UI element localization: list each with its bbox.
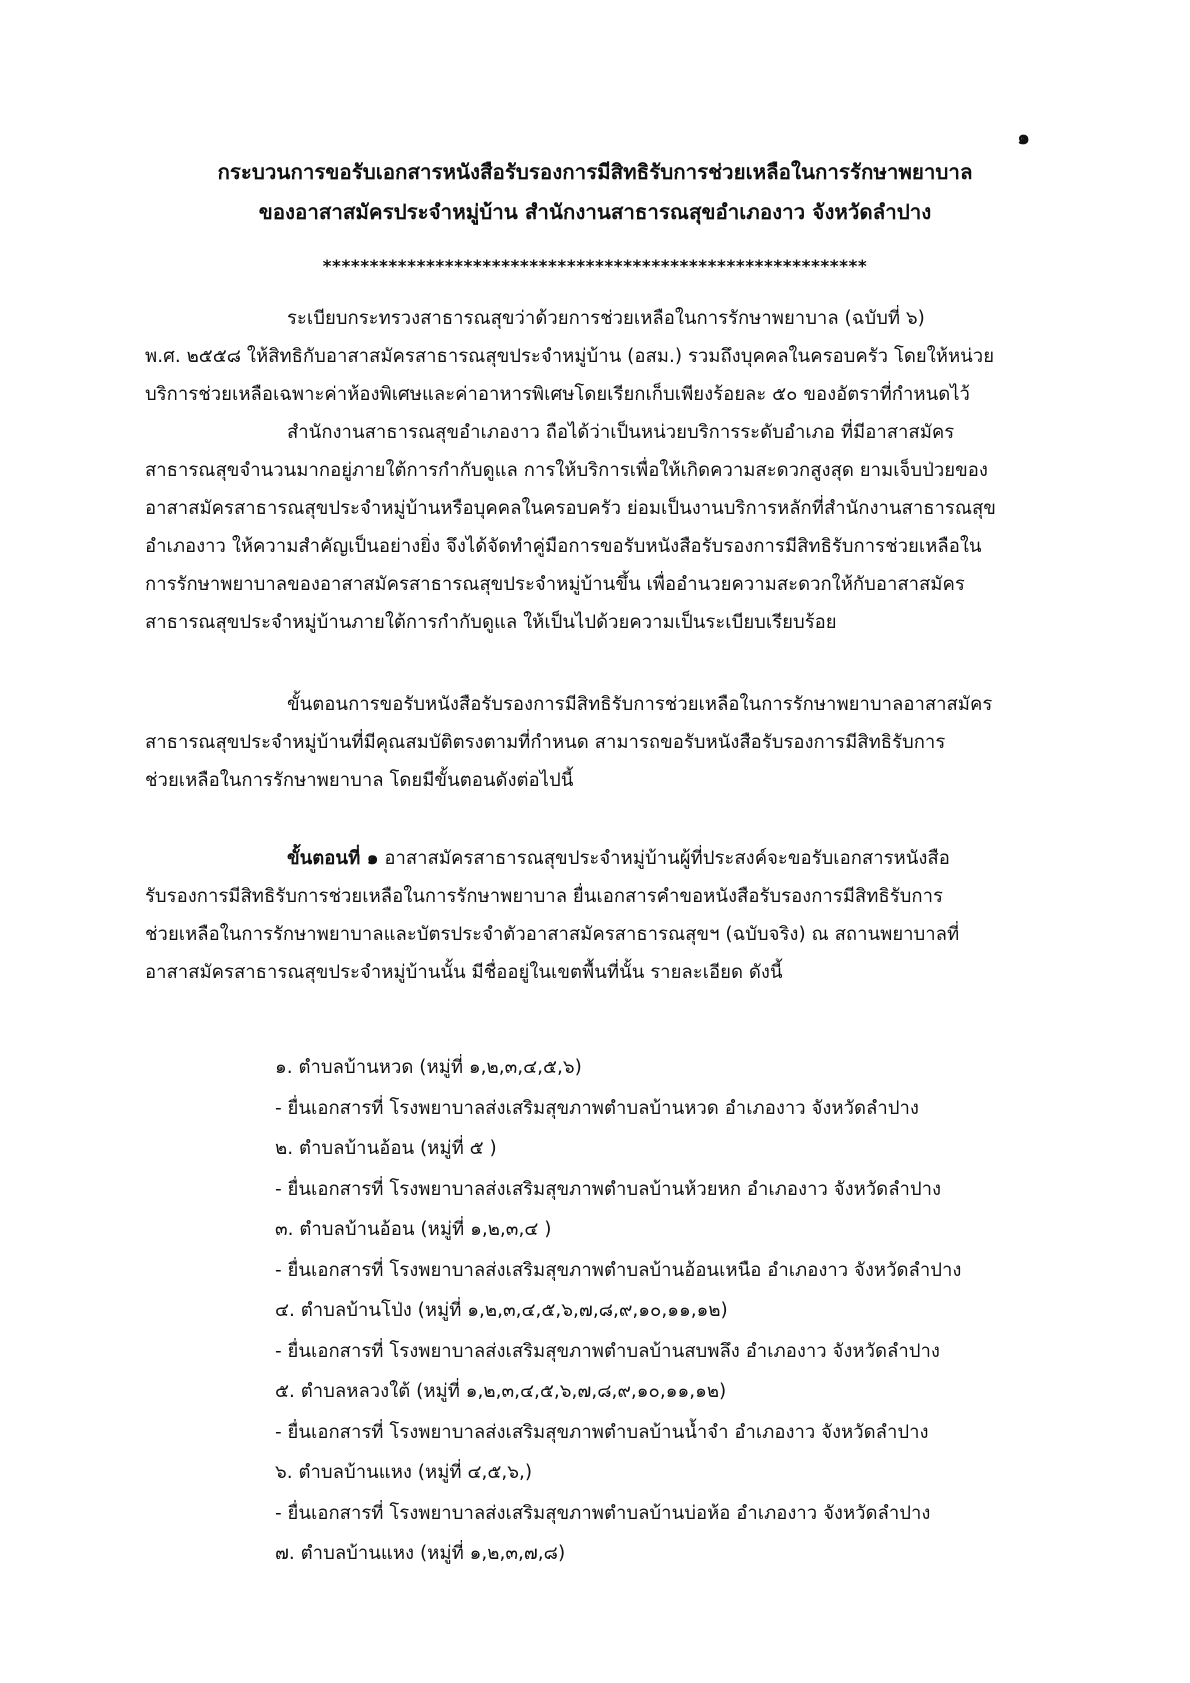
paragraph-regulation bbox=[145, 300, 1045, 414]
list-item: ๗. ตำบลบ้านแหง (หมู่ที่ ๑,๒,๓,๗,๘) bbox=[275, 1543, 566, 1564]
text-line: การรักษาพยาบาลของอาสาสมัครสาธารณสุขประจำหมู่บ้านขึ้น เพื่ออำนวยความสะดวกให้กับอาสาสมัคร bbox=[145, 574, 965, 595]
list-item: ๖. ตำบลบ้านแหง (หมู่ที่ ๔,๕,๖,) bbox=[275, 1462, 533, 1483]
list-item: ๑. ตำบลบ้านหวด (หมู่ที่ ๑,๒,๓,๔,๕,๖) bbox=[275, 1057, 582, 1078]
paragraph-procedure bbox=[145, 686, 1045, 800]
text-line: บริการช่วยเหลือเฉพาะค่าห้องพิเศษและค่าอาหารพิเศษโดยเรียกเก็บเพียงร้อยละ ๕๐ ของอัตราที่กำหนดไว้ bbox=[145, 384, 970, 405]
page-number: ๑ bbox=[1017, 125, 1030, 149]
text-line: ระเบียบกระทรวงสาธารณสุขว่าด้วยการช่วยเหลือในการรักษาพยาบาล (ฉบับที่ ๖) bbox=[287, 308, 925, 329]
text-line: ขั้นตอนการขอรับหนังสือรับรองการมีสิทธิรับการช่วยเหลือในการรักษาพยาบาลอาสาสมัคร bbox=[287, 694, 993, 715]
list-item: ๒. ตำบลบ้านอ้อน (หมู่ที่ ๕ ) bbox=[275, 1138, 497, 1159]
text-line: อำเภองาว ให้ความสำคัญเป็นอย่างยิ่ง จึงได้จัดทำคู่มือการขอรับหนังสือรับรองการมีสิทธิรับการช่วยเหลือใน bbox=[145, 536, 982, 557]
subdistrict-list bbox=[275, 1048, 1065, 1575]
title-line-1: กระบวนการขอรับเอกสารหนังสือรับรองการมีสิทธิรับการช่วยเหลือในการรักษาพยาบาล bbox=[217, 160, 973, 184]
list-item: - ยื่นเอกสารที่ โรงพยาบาลส่งเสริมสุขภาพตำบลบ้านหวด อำเภองาว จังหวัดลำปาง bbox=[275, 1097, 919, 1119]
list-item: - ยื่นเอกสารที่ โรงพยาบาลส่งเสริมสุขภาพตำบลบ้านอ้อนเหนือ อำเภองาว จังหวัดลำปาง bbox=[275, 1259, 962, 1281]
text-line: สาธารณสุขประจำหมู่บ้านที่มีคุณสมบัติตรงตามที่กำหนด สามารถขอรับหนังสือรับรองการมีสิทธิรับการ bbox=[145, 732, 946, 753]
title-line-2: ของอาสาสมัครประจำหมู่บ้าน สำนักงานสาธารณสุขอำเภองาว จังหวัดลำปาง bbox=[258, 200, 932, 224]
list-item: - ยื่นเอกสารที่ โรงพยาบาลส่งเสริมสุขภาพตำบลบ้านห้วยหก อำเภองาว จังหวัดลำปาง bbox=[275, 1178, 942, 1200]
text-line: สำนักงานสาธารณสุขอำเภองาว ถือได้ว่าเป็นหน่วยบริการระดับอำเภอ ที่มีอาสาสมัคร bbox=[287, 422, 955, 443]
step-label: ขั้นตอนที่ ๑ bbox=[287, 848, 379, 869]
text-line: พ.ศ. ๒๕๕๘ ให้สิทธิกับอาสาสมัครสาธารณสุขประจำหมู่บ้าน (อสม.) รวมถึงบุคคลในครอบครัว โดยให้หน่วย bbox=[145, 346, 995, 367]
list-item: ๓. ตำบลบ้านอ้อน (หมู่ที่ ๑,๒,๓,๔ ) bbox=[275, 1219, 552, 1240]
text-line: สาธารณสุขจำนวนมากอยู่ภายใต้การกำกับดูแล การให้บริการเพื่อให้เกิดความสะดวกสูงสุด ยามเจ็บป่วยของ bbox=[145, 460, 988, 481]
text-line: อาสาสมัครสาธารณสุขประจำหมู่บ้านนั้น มีชื่ออยู่ในเขตพื้นที่นั้น รายละเอียด ดังนี้ bbox=[145, 962, 783, 983]
step-text: อาสาสมัครสาธารณสุขประจำหมู่บ้านผู้ที่ประสงค์จะขอรับเอกสารหนังสือ bbox=[378, 848, 950, 869]
text-line: ช่วยเหลือในการรักษาพยาบาล โดยมีขั้นตอนดังต่อไปนี้ bbox=[145, 770, 574, 791]
list-item: - ยื่นเอกสารที่ โรงพยาบาลส่งเสริมสุขภาพตำบลบ้านบ่อห้อ อำเภองาว จังหวัดลำปาง bbox=[275, 1502, 931, 1524]
paragraph-office bbox=[145, 414, 1045, 642]
list-item: - ยื่นเอกสารที่ โรงพยาบาลส่งเสริมสุขภาพตำบลบ้านสบพลึง อำเภองาว จังหวัดลำปาง bbox=[275, 1340, 940, 1362]
document-title bbox=[140, 152, 1050, 232]
list-item: - ยื่นเอกสารที่ โรงพยาบาลส่งเสริมสุขภาพตำบลบ้านน้ำจำ อำเภองาว จังหวัดลำปาง bbox=[275, 1421, 929, 1443]
text-line: รับรองการมีสิทธิรับการช่วยเหลือในการรักษาพยาบาล ยื่นเอกสารคำขอหนังสือรับรองการมีสิทธิรับการ bbox=[145, 886, 943, 907]
text-line: อาสาสมัครสาธารณสุขประจำหมู่บ้านหรือบุคคลในครอบครัว ย่อมเป็นงานบริการหลักที่สำนักงานสาธารณสุข bbox=[145, 498, 996, 519]
list-item: ๕. ตำบลหลวงใต้ (หมู่ที่ ๑,๒,๓,๔,๕,๖,๗,๘,๙,๑๐,๑๑,๑๒) bbox=[275, 1381, 727, 1402]
text-line bbox=[145, 840, 1045, 878]
text-line: ช่วยเหลือในการรักษาพยาบาลและบัตรประจำตัวอาสาสมัครสาธารณสุขฯ (ฉบับจริง) ณ สถานพยาบาลที่ bbox=[145, 924, 960, 945]
separator-line: ********************************************************** bbox=[322, 257, 868, 277]
list-item: ๔. ตำบลบ้านโป่ง (หมู่ที่ ๑,๒,๓,๔,๕,๖,๗,๘,๙,๑๐,๑๑,๑๒) bbox=[275, 1300, 728, 1321]
text-line: สาธารณสุขประจำหมู่บ้านภายใต้การกำกับดูแล ให้เป็นไปด้วยความเป็นระเบียบเรียบร้อย bbox=[145, 612, 837, 633]
paragraph-step-1 bbox=[145, 840, 1045, 992]
